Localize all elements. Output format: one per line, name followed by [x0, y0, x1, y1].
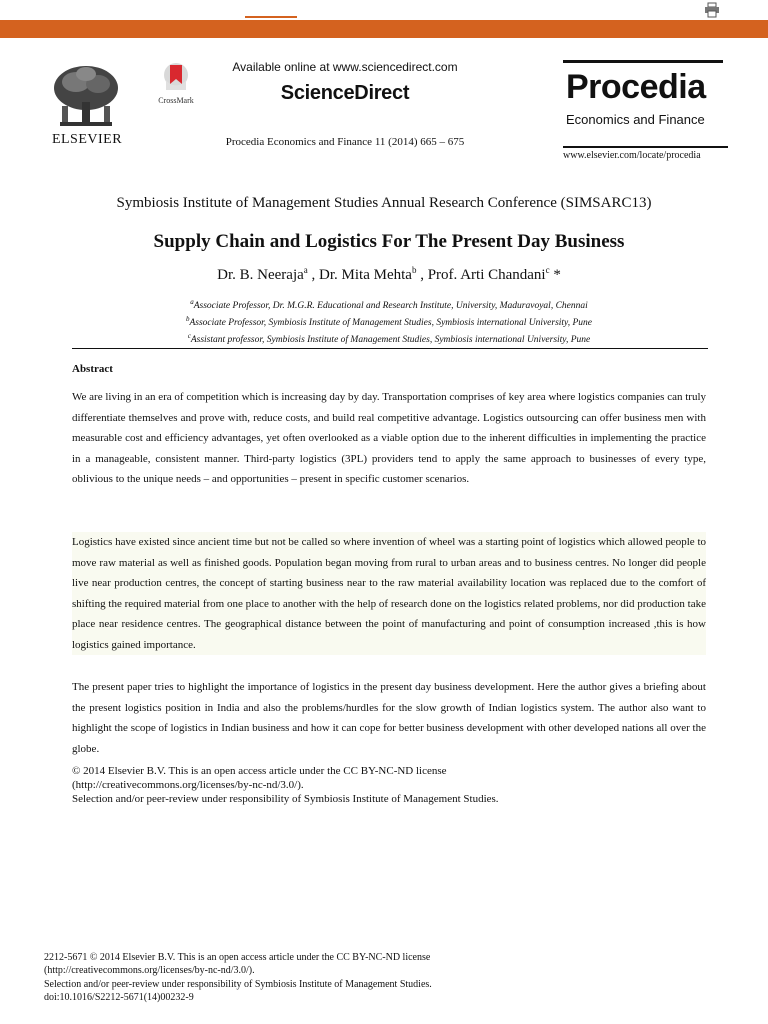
procedia-title: Procedia [566, 68, 706, 106]
author-sep: , [307, 267, 320, 283]
author-2-sup: b [411, 265, 417, 275]
journal-reference: Procedia Economics and Finance 11 (2014) 665 – 675 [225, 136, 465, 148]
crossmark-badge[interactable] [150, 62, 202, 112]
footer-review: Selection and/or peer-review under responsibility of Symbiosis Institute of Management Studies. [44, 978, 432, 990]
author-3: Prof. Arti Chandani [427, 267, 546, 283]
affiliation-c-text: Assistant professor, Symbiosis Institute of Management Studies, Symbiosis international University, Pune [190, 335, 591, 346]
license-link[interactable]: (http://creativecommons.org/licenses/by-nc-nd/3.0/). [72, 779, 304, 791]
corresponding-star: * [549, 267, 561, 283]
elsevier-wordmark: ELSEVIER [51, 132, 123, 147]
affiliation-b [0, 313, 768, 330]
abstract-heading: Abstract [72, 363, 113, 375]
top-toolbar [0, 0, 768, 38]
section-divider [72, 348, 708, 349]
available-online-text: Available online at www.sciencedirect.com [232, 60, 458, 74]
abstract-paragraph-3: The present paper tries to highlight the importance of logistics in the present day business development. Here the author gives a briefing about the present logistics position in India and also the problems/hurdles for the slow growth of Indian logistics system. The author also want to highlight the scope of logistics in Indian business and how it can cope for better business development with other developed nations all over the globe. [72, 681, 706, 755]
elsevier-logo [44, 62, 130, 148]
author-2: Dr. Mita Mehta [319, 267, 412, 283]
footer-issn: 2212-5671 © 2014 Elsevier B.V. This is an open access article under the CC BY-NC-ND license [44, 952, 431, 963]
affiliation-c-sup: c [187, 332, 191, 341]
procedia-top-rule [563, 60, 723, 63]
elsevier-tree-icon [50, 62, 122, 130]
author-1-sup: a [303, 265, 308, 275]
author-1: Dr. B. Neeraja [217, 267, 304, 283]
active-tab-indicator[interactable] [245, 16, 297, 18]
author-list [0, 265, 768, 284]
sciencedirect-block [210, 60, 480, 105]
license-line: © 2014 Elsevier B.V. This is an open access article under the CC BY-NC-ND license [72, 765, 447, 777]
author-3-sup: c [545, 265, 550, 275]
print-icon[interactable] [703, 2, 721, 18]
license-notice [72, 764, 712, 806]
affiliation-c [0, 330, 768, 347]
footer-link[interactable]: (http://creativecommons.org/licenses/by-nc-nd/3.0/). [44, 965, 255, 977]
footer-doi[interactable]: doi:10.1016/S2212-5671(14)00232-9 [44, 992, 194, 1004]
affiliation-a [0, 296, 768, 313]
abstract-paragraph-2: Logistics have existed since ancient time but not be called so where invention of wheel was a starting point of logistics which allowed people to move raw material as well as finished goods. Population began moving from rural to urban areas and to business centres. No longer did people live near production centres, the concept of starting business near to the raw material availability location was replaced due to the comfort of shifting the required material from one place to another with the help of research done on the logistics related problems, nor did production take place near residence centres. The geographical distance between the point of manufacturing and point of consumption increased ,this is how logistics gained importance. [72, 532, 706, 655]
procedia-logo [563, 60, 728, 160]
license-line: Selection and/or peer-review under responsibility of Symbiosis Institute of Management Studies. [72, 793, 499, 805]
page-footer [44, 951, 704, 1005]
affiliation-b-text: Associate Professor, Symbiosis Institute of Management Studies, Symbiosis international University, Pune [189, 318, 593, 329]
conference-name: Symbiosis Institute of Management Studies Annual Research Conference (SIMSARC13) [116, 195, 652, 211]
affiliation-a-sup: a [190, 298, 194, 306]
procedia-subtitle: Economics and Finance [566, 112, 705, 127]
crossmark-icon [163, 62, 189, 96]
paper-title: Supply Chain and Logistics For The Present Day Business [153, 231, 625, 252]
affiliations [0, 296, 768, 347]
orange-banner [0, 20, 768, 38]
affiliation-a-text: Associate Professor, Dr. M.G.R. Educational and Research Institute, University, Maduravoyal, Chennai [193, 301, 588, 312]
author-sep: , [416, 267, 428, 283]
abstract-paragraph-1: We are living in an era of competition which is increasing day by day. Transportation comprises of key area where logistics companies can truly differentiate themselves and prove with, reduce costs, and build real competitive advantage. Logistics outsourcing can offer business men with measurable cost and efficiency advantages, yet often overlooked as a viable option due to the inherent difficulties in implementing the practice in a manageable, consistent manner. Third-party logistics (3PL) providers tend to apply the same approach to businesses of every type, oblivious to the unique needs – and opportunities – present in specific customer scenarios. [72, 391, 706, 485]
affiliation-b-sup: b [185, 315, 190, 324]
sciencedirect-logo: ScienceDirect [280, 82, 410, 104]
procedia-url: www.elsevier.com/locate/procedia [563, 146, 728, 161]
crossmark-label: CrossMark [158, 96, 194, 105]
